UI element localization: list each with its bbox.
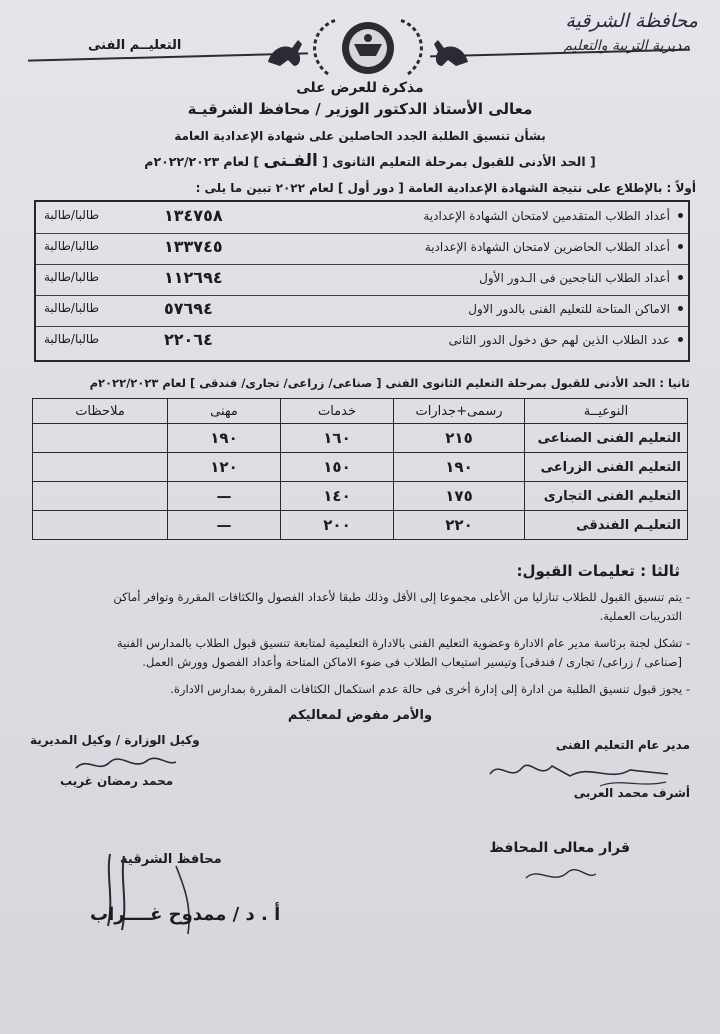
notes-cell [33,453,168,482]
instruction-item: - يتم تنسيق القبول للطلاب تنازليا من الأعلى مجموعا إلى الأقل وذلك طبقا لأعداد الفصول والكثافات المقررة وتوافر أماكن التدريبات العملية. [113,588,690,626]
governor-initial-icon [520,858,600,890]
stats-value: ١٣٣٧٤٥ [164,237,223,256]
vocational-cell: — [168,482,281,511]
bullet-dot-icon [678,275,683,280]
stats-unit: طالبا/طالبة [44,270,100,284]
instruction-text: تشكل لجنة برئاسة مدير عام الادارة وعضوية التعليم الفنى بالادارة التعليمية لمتابعة تنسيق قبول الطلاب بالمدارس الفنية [116,636,683,650]
section3-heading: ثالثا : تعليمات القبول: [516,562,680,580]
services-cell: ١٥٠ [281,453,394,482]
stats-value: ٢٢٠٦٤ [164,330,213,349]
table-row [33,424,688,453]
admission-minimums-table [32,398,688,540]
column-header: مهنى [168,399,281,424]
official-cell: ١٩٠ [394,453,525,482]
memo-addressee: معالى الأستاذ الدكتور الوزير / محافظ الشرقيـة [187,100,533,118]
stats-label: عدد الطلاب الذين لهم حق دخول الدور الثانى [448,333,670,347]
memo-headline-prefix: [ الحد الأدنى للقبول بمرحلة التعليم الثانوى [ [322,154,596,169]
stats-label: أعداد الطلاب المتقدمين لامتحان الشهادة الإعدادية [423,209,670,223]
emblem-icon [258,14,478,80]
type-cell: التعليـم الفندقى [525,511,688,540]
column-header: رسمى+جدارات [394,399,525,424]
services-cell: ١٤٠ [281,482,394,511]
right-signatory-title: مدير عام التعليم الفنى [555,738,690,752]
stats-row [36,233,688,265]
closing-line: والأمر مفوض لمعاليكم [287,708,433,723]
stats-unit: طالبا/طالبة [44,208,100,222]
table-row [33,511,688,540]
governor-decision-label: قرار معالى المحافظ [489,840,630,856]
stats-value: ٥٧٦٩٤ [164,299,213,318]
stats-unit: طالبا/طالبة [44,332,100,346]
memo-headline-suffix: ] لعام ٢٠٢٢/٢٠٢٣م [144,154,260,169]
left-signatory-name: محمد رمضان غريب [60,774,174,788]
memo-subject: بشأن تنسيق الطلبة الجدد الحاصلين على شهادة الإعدادية العامة [174,129,546,143]
right-signatory-name: أشرف محمد العربى [573,786,690,800]
bullet-dot-icon [678,306,683,311]
table-row [33,453,688,482]
stats-row [36,202,688,234]
section1-intro: أولاً : بالإطلاع على نتيجة الشهادة الإعدادية العامة [ دور أول ] لعام ٢٠٢٢ تبين ما يلى : [195,181,696,195]
type-cell: التعليم الفنى التجارى [525,482,688,511]
column-header: ملاحظات [33,399,168,424]
left-signatory-title: وكيل الوزارة / وكيل المديرية [30,733,200,747]
type-cell: التعليم الفنى الزراعى [525,453,688,482]
stats-label: أعداد الطلاب الناجحين فى الـدور الأول [479,271,670,285]
official-cell: ١٧٥ [394,482,525,511]
instruction-text: يتم تنسيق القبول للطلاب تنازليا من الأعلى مجموعا إلى الأقل وذلك طبقا لأعداد الفصول والكثافات المقررة وتوافر أماكن [113,590,683,604]
stats-row [36,326,688,357]
vocational-cell: ١٩٠ [168,424,281,453]
stats-row [36,295,688,327]
enrollment-stats-box [34,200,690,362]
table-row [33,482,688,511]
signature-governor-icon [80,846,220,942]
table-header-row [33,399,688,424]
type-cell: التعليم الفنى الصناعى [525,424,688,453]
directorate-heading: مديرية التربية والتعليم [563,38,690,54]
instruction-item: - تشكل لجنة برئاسة مدير عام الادارة وعضوية التعليم الفنى بالادارة التعليمية لمتابعة تنسيق قبول الطلاب بالمدارس الفنية [صناعى / زراعى/ تجارى / فندقى] وتيسير استيعاب الطلاب فى ضوء الاماكن المتاحة وأعداد الفصول وورش العمل. [117,634,690,672]
services-cell: ٢٠٠ [281,511,394,540]
bullet-dot-icon [678,337,683,342]
department-heading: التعليــم الفنى [88,38,182,53]
column-header: خدمات [281,399,394,424]
official-cell: ٢١٥ [394,424,525,453]
stats-label: أعداد الطلاب الحاضرين لامتحان الشهادة الإعدادية [424,240,670,254]
instruction-text: التدريبات العملية. [599,609,682,623]
notes-cell [33,482,168,511]
memo-headline [130,151,610,171]
stats-label: الاماكن المتاحة للتعليم الفنى بالدور الاول [468,302,670,316]
bullet-dot-icon [678,244,683,249]
notes-cell [33,424,168,453]
stats-value: ١٣٤٧٥٨ [164,206,223,225]
instruction-item: - يجوز قبول تنسيق الطلبة من ادارة إلى إدارة أخرى فى حالة عدم استكمال الكثافات المقررة بمدارس الادارة. [170,682,690,696]
services-cell: ١٦٠ [281,424,394,453]
section2-heading: ثانيا : الحد الأدنى للقبول بمرحلة التعليم الثانوى الفنى [ صناعى/ زراعى/ تجارى/ فندقى ] لعام ٢٠٢٢/٢٠٢٣م [89,376,690,390]
instruction-text: يجوز قبول تنسيق الطلبة من ادارة إلى إدارة أخرى فى حالة عدم استكمال الكثافات المقررة بمدارس الادارة. [170,682,683,696]
bullet-dot-icon [678,213,683,218]
memo-headline-type: الفـنى [263,151,318,171]
memo-title: مذكرة للعرض على [296,80,424,96]
stats-value: ١١٢٦٩٤ [164,268,223,287]
vocational-cell: — [168,511,281,540]
column-header: النوعيــة [525,399,688,424]
instruction-text: [صناعى / زراعى/ تجارى / فندقى] وتيسير استيعاب الطلاب فى ضوء الاماكن المتاحة وأعداد الفصول وورش العمل. [142,655,682,669]
governor-name: أ . د / ممدوح غــــراب [90,904,281,925]
official-cell: ٢٢٠ [394,511,525,540]
governor-title: محافظ الشرقية [120,852,222,867]
governorate-heading: محافظة الشرقية [565,10,698,32]
notes-cell [33,511,168,540]
stats-row [36,264,688,296]
vocational-cell: ١٢٠ [168,453,281,482]
stats-unit: طالبا/طالبة [44,301,100,315]
stats-unit: طالبا/طالبة [44,239,100,253]
